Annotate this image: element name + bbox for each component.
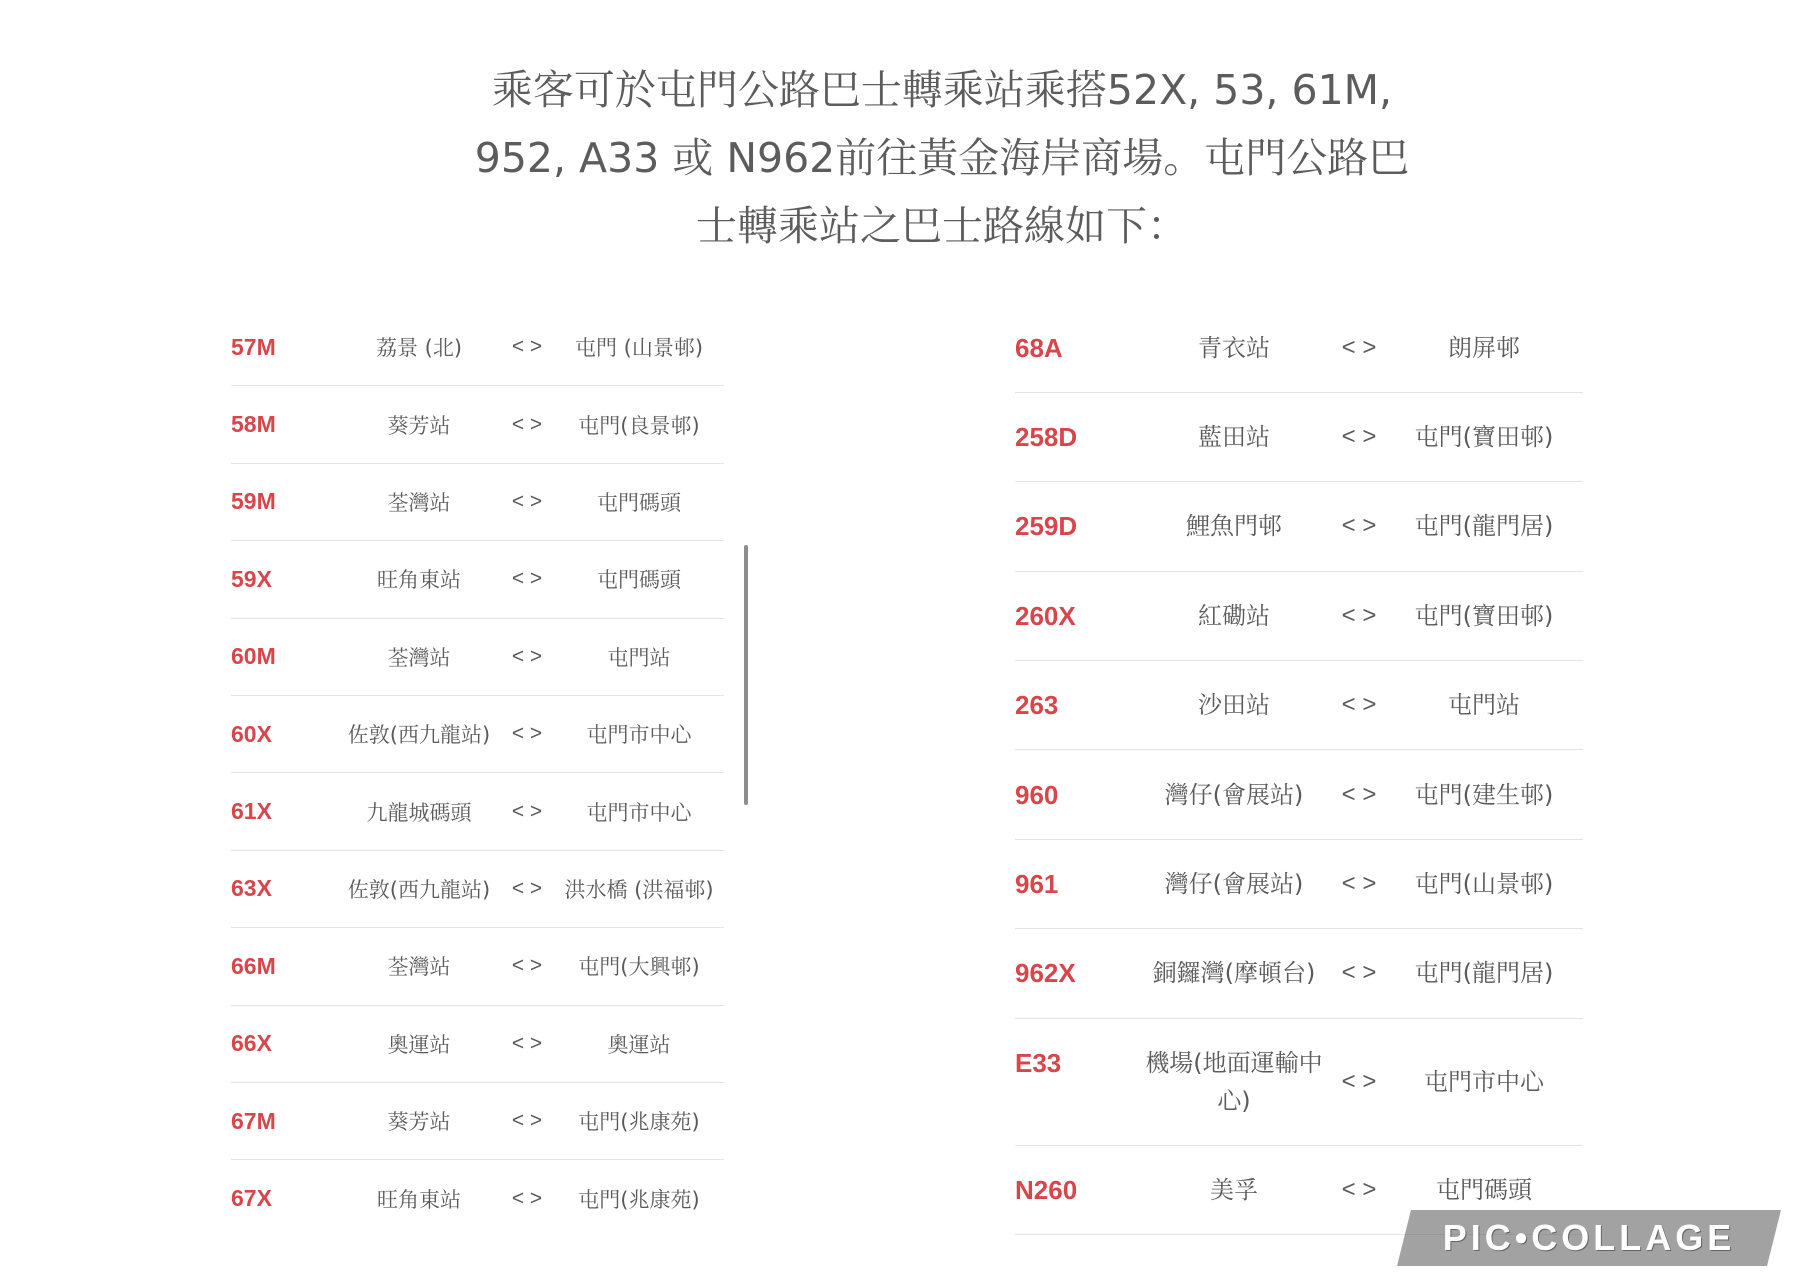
destination-stop: 屯門(寶田邨): [1414, 601, 1554, 630]
origin-stop: 旺角東站: [377, 568, 461, 593]
origin-stop: 灣仔(會展站): [1164, 780, 1304, 809]
route-number: 962X: [1015, 958, 1076, 989]
route-number: N260: [1015, 1175, 1078, 1206]
origin-stop: 紅磡站: [1198, 601, 1270, 630]
origin-stop: 葵芳站: [387, 1110, 451, 1135]
route-number: 63X: [231, 875, 272, 902]
route-number: 961: [1015, 868, 1059, 899]
route-row: [231, 386, 724, 463]
route-row: [231, 1160, 724, 1237]
route-arrow: < >: [1341, 512, 1377, 540]
route-number: 57M: [231, 333, 276, 360]
route-number: 59X: [231, 565, 272, 592]
destination-stop: 屯門(建生邨): [1414, 780, 1554, 809]
origin-stop: 旺角東站: [377, 1187, 461, 1212]
route-row: [231, 696, 724, 773]
route-number: 258D: [1015, 422, 1078, 453]
destination-stop: 屯門(寶田邨): [1414, 423, 1554, 452]
route-table-left: [231, 309, 724, 1238]
route-row: [231, 1083, 724, 1160]
route-row: [231, 541, 724, 618]
route-arrow: < >: [511, 412, 543, 436]
route-arrow: < >: [511, 954, 543, 978]
intro-line: 士轉乘站之巴士路線如下：: [696, 202, 1188, 250]
route-number: 260X: [1015, 600, 1076, 631]
route-number: 58M: [231, 411, 276, 438]
origin-stop: 青衣站: [1198, 333, 1270, 362]
destination-stop: 朗屏邨: [1448, 333, 1520, 362]
route-row: [231, 309, 724, 386]
destination-stop: 屯門(龍門居): [1414, 959, 1554, 988]
route-arrow: < >: [1341, 601, 1377, 629]
route-row: [1015, 661, 1583, 750]
route-arrow: < >: [511, 799, 543, 823]
route-arrow: < >: [1341, 1176, 1377, 1204]
scroll-indicator[interactable]: [744, 545, 748, 805]
route-number: E33: [1015, 1047, 1062, 1078]
origin-stop: 荃灣站: [387, 645, 451, 670]
destination-stop: 洪水橋 (洪福邨): [564, 877, 714, 902]
origin-stop: 荃灣站: [387, 955, 451, 980]
route-row: [1015, 929, 1583, 1018]
route-number: 67M: [231, 1107, 276, 1134]
origin-stop: 銅鑼灣(摩頓台): [1152, 959, 1316, 988]
destination-stop: 屯門市中心: [1424, 1067, 1544, 1096]
route-table-right: [1015, 304, 1583, 1236]
intro-paragraph: [442, 56, 1442, 260]
route-number: 67X: [231, 1185, 272, 1212]
route-arrow: < >: [1341, 691, 1377, 719]
destination-stop: 屯門(山景邨): [1414, 869, 1554, 898]
route-number: 59M: [231, 488, 276, 515]
route-row: [1015, 393, 1583, 482]
route-row: [231, 619, 724, 696]
route-row: [1015, 572, 1583, 661]
route-arrow: < >: [511, 489, 543, 513]
route-number: 68A: [1015, 332, 1063, 363]
origin-stop: 機場(地面運輸中心): [1145, 1048, 1323, 1115]
route-arrow: < >: [1341, 423, 1377, 451]
destination-stop: 屯門站: [607, 645, 671, 670]
route-row: [1015, 304, 1583, 393]
intro-line: 952, A33 或 N962前往黃金海岸商場。屯門公路巴: [474, 134, 1410, 182]
route-arrow: < >: [511, 1109, 543, 1133]
route-row: [1015, 840, 1583, 929]
route-arrow: < >: [1341, 780, 1377, 808]
destination-stop: 屯門(良景邨): [578, 413, 700, 438]
destination-stop: 奧運站: [607, 1032, 671, 1057]
destination-stop: 屯門市中心: [586, 723, 692, 748]
origin-stop: 美孚: [1210, 1176, 1258, 1205]
route-row: [231, 773, 724, 850]
watermark-logo-text: PIC•COLLAGE: [1442, 1217, 1736, 1258]
origin-stop: 荔景 (北): [375, 336, 463, 361]
route-number: 263: [1015, 690, 1059, 721]
route-arrow: < >: [511, 644, 543, 668]
route-arrow: < >: [1341, 869, 1377, 897]
route-arrow: < >: [511, 876, 543, 900]
route-row: [1015, 482, 1583, 571]
route-row: [231, 851, 724, 928]
route-row: [1015, 750, 1583, 839]
origin-stop: 佐敦(西九龍站): [347, 877, 491, 902]
route-arrow: < >: [511, 722, 543, 746]
origin-stop: 鯉魚門邨: [1186, 512, 1282, 541]
origin-stop: 荃灣站: [387, 490, 451, 515]
destination-stop: 屯門碼頭: [597, 568, 681, 593]
origin-stop: 沙田站: [1198, 691, 1270, 720]
origin-stop: 佐敦(西九龍站): [347, 723, 491, 748]
destination-stop: 屯門碼頭: [1436, 1176, 1532, 1205]
origin-stop: 葵芳站: [387, 413, 451, 438]
origin-stop: 灣仔(會展站): [1164, 869, 1304, 898]
pic-collage-watermark: [1404, 1210, 1774, 1266]
route-number: 61X: [231, 798, 272, 825]
destination-stop: 屯門(兆康苑): [578, 1110, 700, 1135]
route-number: 60M: [231, 643, 276, 670]
destination-stop: 屯門站: [1448, 691, 1520, 720]
intro-line: 乘客可於屯門公路巴士轉乘站乘搭52X, 53, 61M,: [491, 66, 1393, 114]
route-number: 960: [1015, 779, 1059, 810]
origin-stop: 奧運站: [387, 1032, 451, 1057]
route-row: [1015, 1019, 1583, 1146]
route-number: 66M: [231, 952, 276, 979]
destination-stop: 屯門(兆康苑): [578, 1187, 700, 1212]
origin-stop: 九龍城碼頭: [366, 800, 472, 825]
route-row: [231, 1006, 724, 1083]
route-number: 66X: [231, 1030, 272, 1057]
route-arrow: < >: [511, 1186, 543, 1210]
origin-stop: 藍田站: [1198, 423, 1270, 452]
destination-stop: 屯門(大興邨): [578, 955, 700, 980]
route-arrow: < >: [1341, 959, 1377, 987]
destination-stop: 屯門市中心: [586, 800, 692, 825]
destination-stop: 屯門(龍門居): [1414, 512, 1554, 541]
destination-stop: 屯門 (山景邨): [574, 336, 704, 361]
route-number: 259D: [1015, 511, 1078, 542]
route-row: [231, 464, 724, 541]
route-number: 60X: [231, 720, 272, 747]
route-arrow: < >: [1341, 333, 1377, 361]
route-arrow: < >: [511, 335, 543, 359]
route-arrow: < >: [511, 1031, 543, 1055]
route-arrow: < >: [511, 567, 543, 591]
route-row: [231, 928, 724, 1005]
route-arrow: < >: [1341, 1067, 1377, 1095]
destination-stop: 屯門碼頭: [597, 490, 681, 515]
